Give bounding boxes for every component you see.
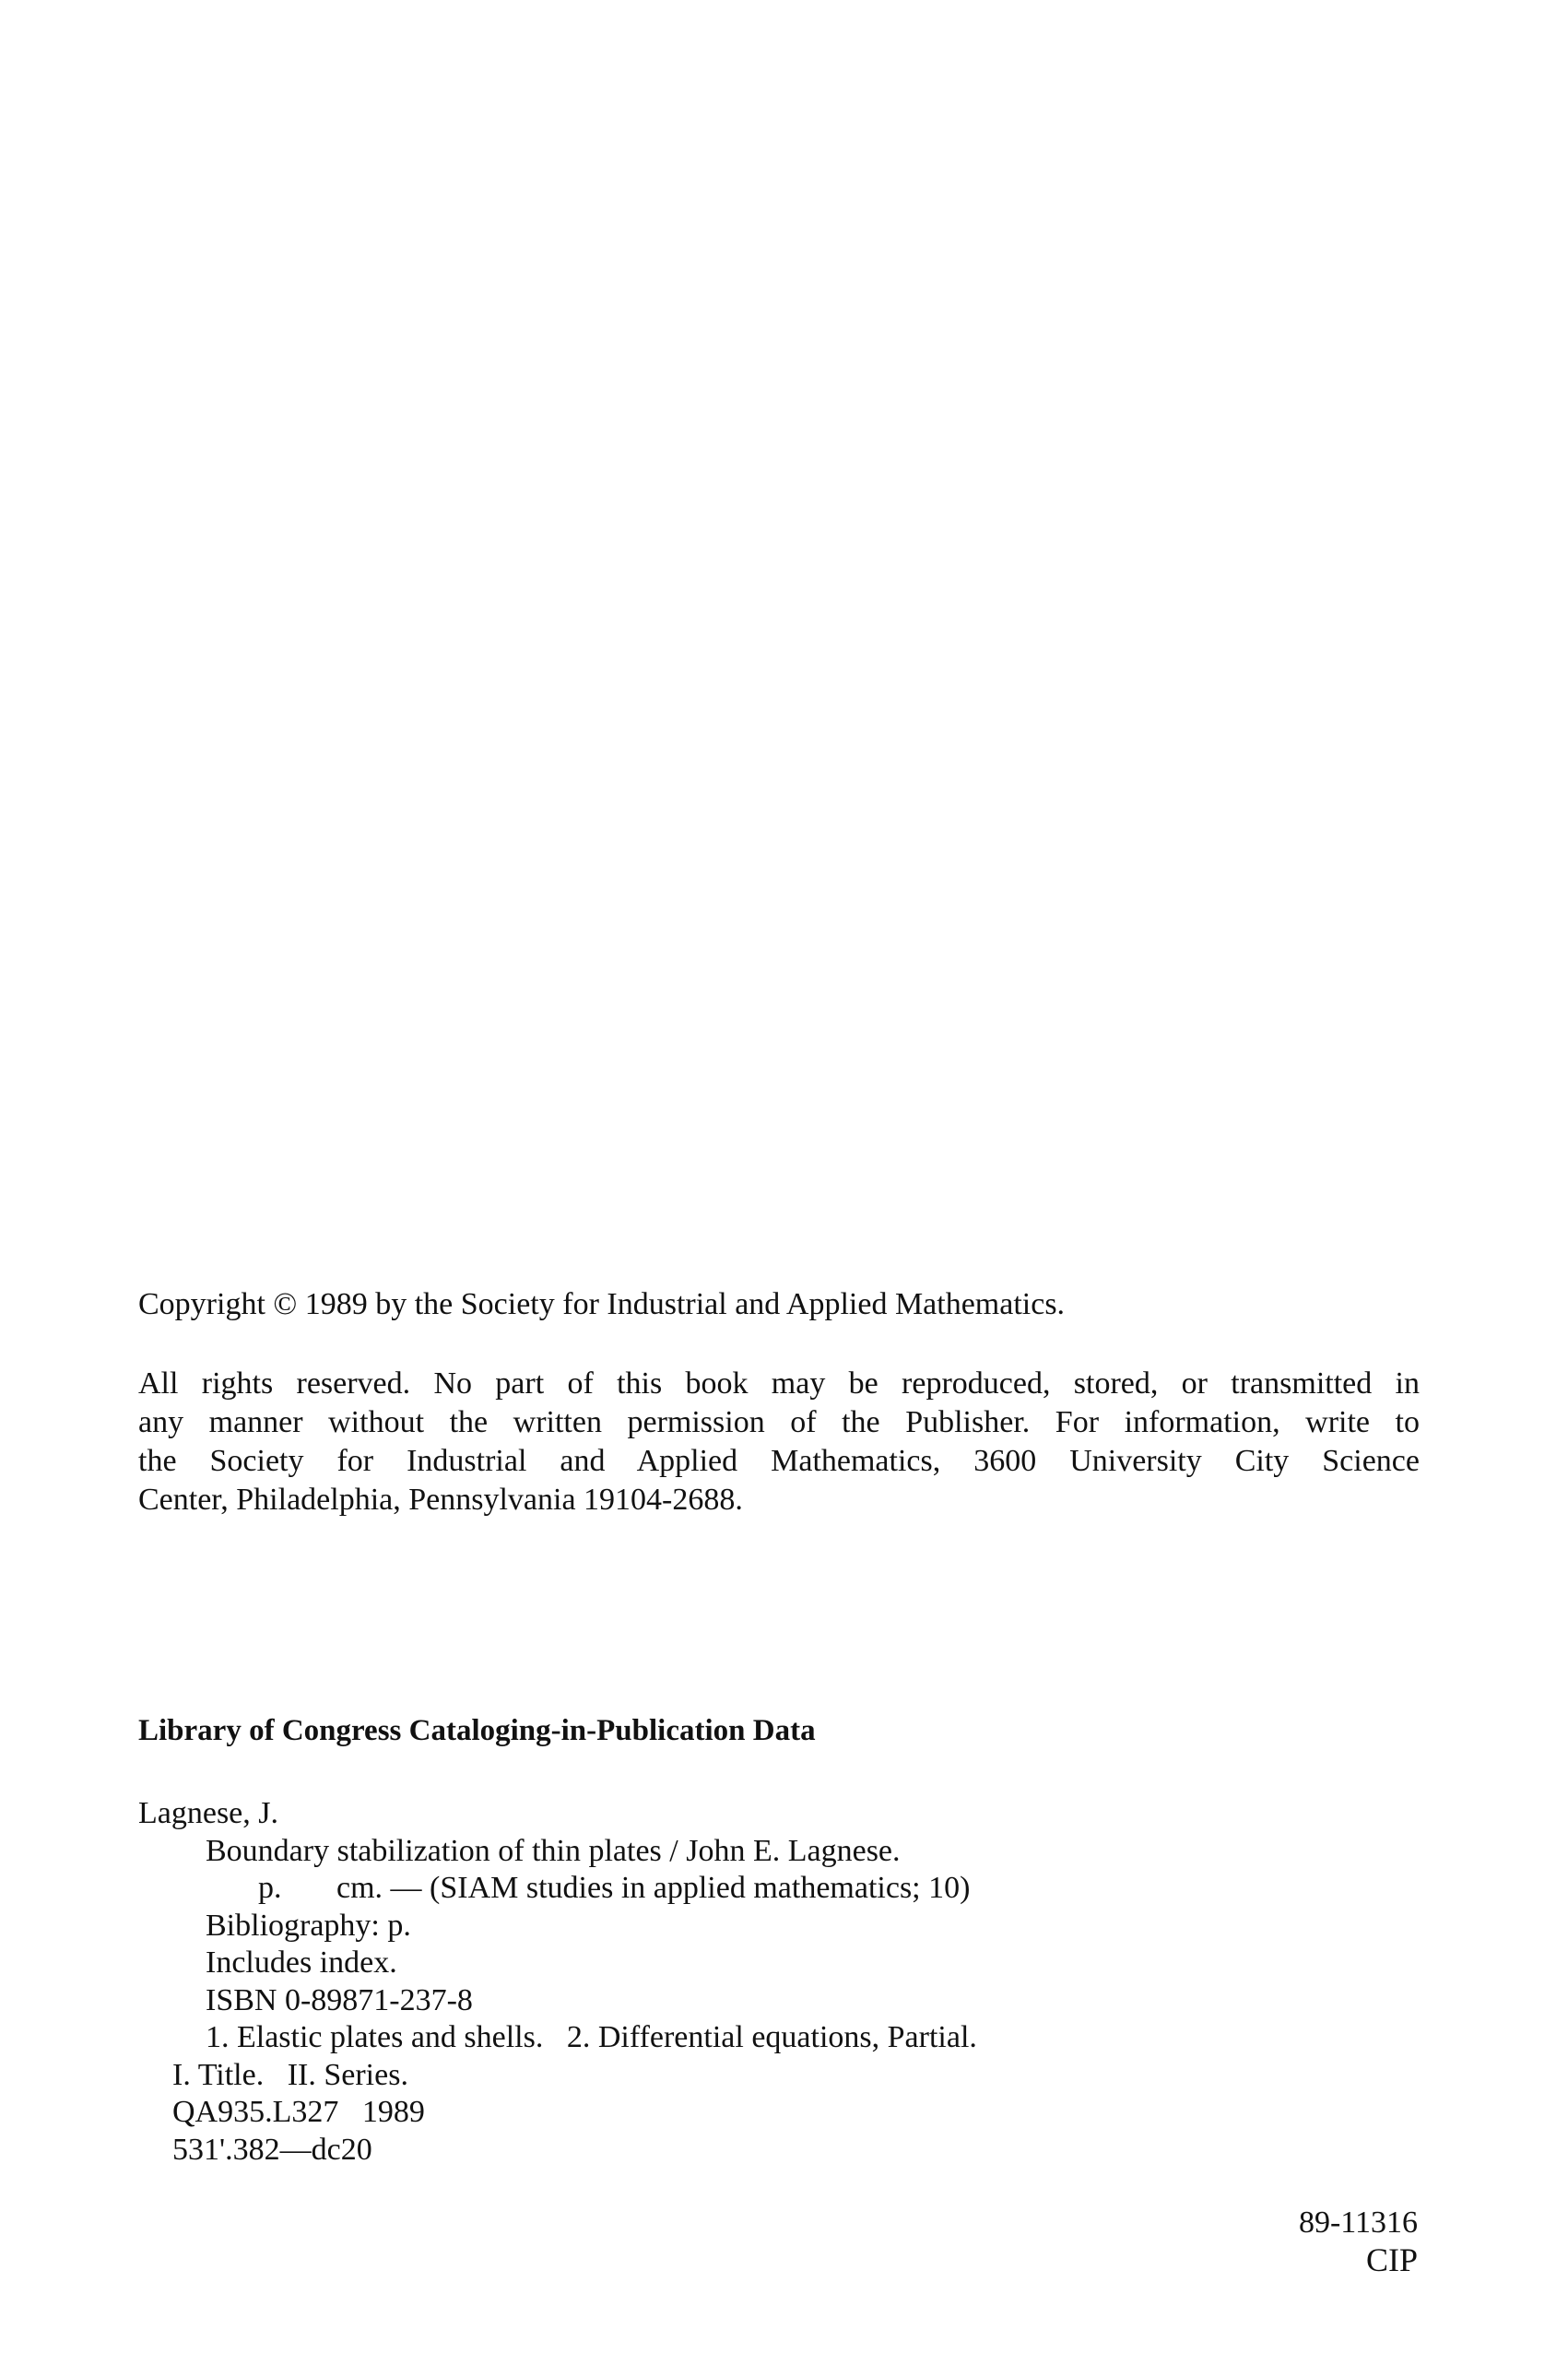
rights-line: All rights reserved. No part of this book may be reproduced, stored, or transmitted in — [138, 1366, 1420, 1401]
cip-heading: Library of Congress Cataloging-in-Publication Data — [138, 1714, 816, 1747]
cip-added-entries: I. Title. II. Series. — [172, 2057, 408, 2092]
cip-bibliography-note: Bibliography: p. — [206, 1908, 411, 1943]
cip-dewey-classification: 531'.382—dc20 — [172, 2132, 372, 2167]
rights-line: any manner without the written permission of the Publisher. For information, write to — [138, 1405, 1420, 1439]
rights-line: Center, Philadelphia, Pennsylvania 19104-2688. — [138, 1483, 743, 1517]
rights-line: the Society for Industrial and Applied Mathematics, 3600 University City Science — [138, 1444, 1420, 1478]
cip-mark: CIP — [1365, 2241, 1418, 2278]
cip-title: Boundary stabilization of thin plates / John E. Lagnese. — [206, 1833, 901, 1868]
cip-record — [138, 1795, 977, 2169]
cip-subjects: 1. Elastic plates and shells. 2. Differential equations, Partial. — [206, 2020, 977, 2054]
rights-statement — [138, 1365, 1420, 1520]
cip-lccn: 89-11316 — [1298, 2205, 1418, 2240]
cip-author: Lagnese, J. — [138, 1796, 279, 1830]
copyright-notice: Copyright © 1989 by the Society for Industrial and Applied Mathematics. — [138, 1287, 1066, 1321]
cip-index-note: Includes index. — [206, 1945, 397, 1980]
cip-isbn: ISBN 0-89871-237-8 — [206, 1982, 473, 2017]
cip-physical-description: p. cm. — (SIAM studies in applied mathematics; 10) — [258, 1871, 971, 1905]
cip-lc-classification: QA935.L327 1989 — [172, 2095, 425, 2129]
